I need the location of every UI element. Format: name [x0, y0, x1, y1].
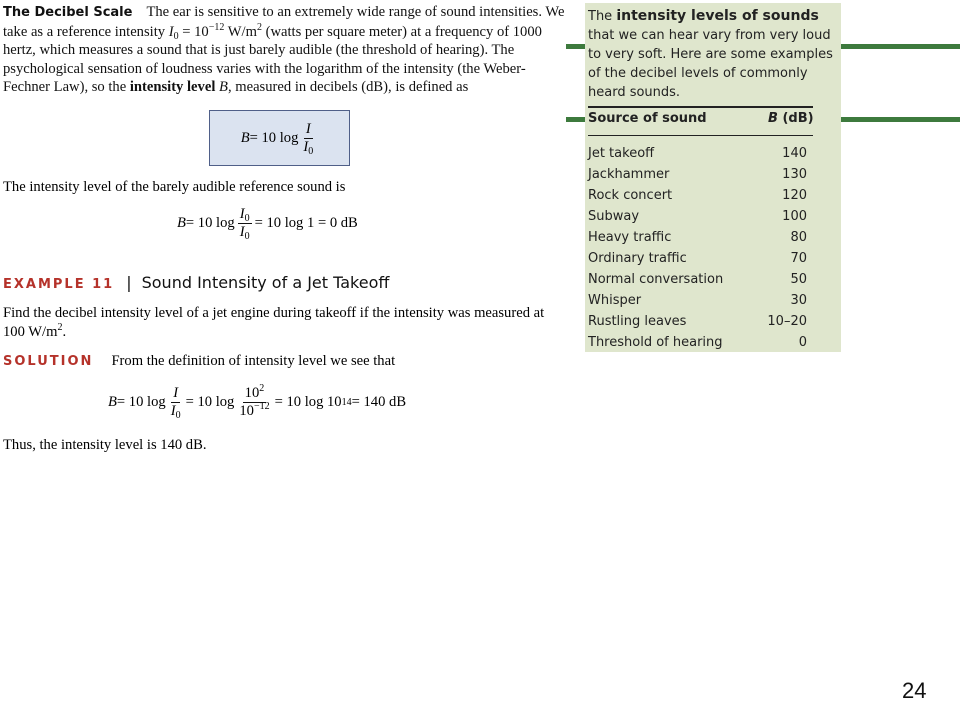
table-top-rule	[588, 106, 813, 108]
textbook-content	[3, 3, 565, 97]
decibel-value: 130	[782, 167, 807, 182]
decibel-value: 10–20	[767, 314, 807, 329]
table-header-rule	[588, 135, 813, 136]
table-row	[588, 272, 813, 293]
sound-source: Subway	[588, 209, 640, 224]
decibel-value: 120	[782, 188, 807, 203]
green-accent-line	[566, 44, 585, 49]
solution-text: From the definition of intensity level we see that	[111, 353, 396, 369]
solution-conclusion: Thus, the intensity level is 140 dB.	[3, 437, 207, 453]
decibel-scale-paragraph: The Decibel Scale The ear is sensitive to an extremely wide range of sound intensities. We take as a reference intensity $I_0 = 10^{-12}$ $W/m^2$ (watts per square meter) at a frequency of 1000 hertz, which measures a sound that is just barely audible (the threshold of hearing). The psychological sensation of loudness varies with the logarithm of the intensity (the Weber-Fechner Law), so the intensity level B, measured in decibels (dB), is defined as	[3, 4, 565, 96]
table-row	[588, 314, 813, 335]
decibel-value: 0	[798, 335, 807, 350]
sound-source: Whisper	[588, 293, 642, 308]
sound-source: Jackhammer	[588, 167, 670, 182]
decibel-value: 140	[782, 146, 807, 161]
column-header-source: Source of sound	[588, 111, 707, 126]
decibel-value: 70	[790, 251, 807, 266]
solution-equation: B = 10 log $\frac{I}{I_0}$ = 10 log $\frac{10^2}{10^{-12}}$ = 10 log 10 14 = 140 dB	[108, 383, 407, 421]
green-accent-line	[566, 117, 585, 122]
example-problem: Find the decibel intensity level of a jet engine during takeoff if the intensity was measured at 100 $W/m^2$.	[3, 305, 545, 340]
solution-line	[3, 352, 395, 371]
green-accent-line	[841, 44, 960, 49]
table-row	[588, 230, 813, 251]
table-row	[588, 251, 813, 272]
section-heading: The Decibel Scale	[3, 5, 133, 20]
example-title: Sound Intensity of a Jet Takeoff	[141, 273, 390, 292]
definition-fraction: $\frac{I}{I_0}$	[303, 120, 314, 157]
sound-source: Jet takeoff	[588, 146, 655, 161]
table-row	[588, 188, 813, 209]
table-row	[588, 167, 813, 188]
decibel-value: 100	[782, 209, 807, 224]
definition-formula-box: B = 10 log $\frac{I}{I_0}$	[209, 110, 350, 166]
sound-source: Threshold of hearing	[588, 335, 723, 350]
table-row	[588, 335, 813, 356]
sound-source: Rock concert	[588, 188, 673, 203]
example-heading: EXAMPLE 11 | Sound Intensity of a Jet Takeoff	[3, 273, 390, 292]
solution-label: SOLUTION	[3, 354, 94, 369]
reference-equation: B = 10 log $\frac{I_0}{I_0}$ = 10 log 1 = 0 dB	[177, 206, 358, 242]
page-number: 24	[902, 678, 927, 703]
table-row	[588, 146, 813, 167]
intensity-levels-table-panel	[585, 3, 841, 352]
sound-source: Heavy traffic	[588, 230, 672, 245]
column-header-db: B (dB)	[768, 111, 814, 126]
sound-source: Rustling leaves	[588, 314, 687, 329]
example-label: EXAMPLE 11	[3, 277, 115, 292]
decibel-value: 80	[790, 230, 807, 245]
sound-source: Ordinary traffic	[588, 251, 687, 266]
decibel-value: 50	[790, 272, 807, 287]
decibel-value: 30	[790, 293, 807, 308]
reference-sound-text: The intensity level of the barely audible reference sound is	[3, 179, 346, 195]
table-row	[588, 293, 813, 314]
table-intro: The intensity levels of sounds that we can hear vary from very loud to very soft. Here are some examples of the decibel levels of commonly heard sounds.	[588, 8, 833, 100]
table-row	[588, 209, 813, 230]
sound-source: Normal conversation	[588, 272, 724, 287]
green-accent-line	[841, 117, 960, 122]
